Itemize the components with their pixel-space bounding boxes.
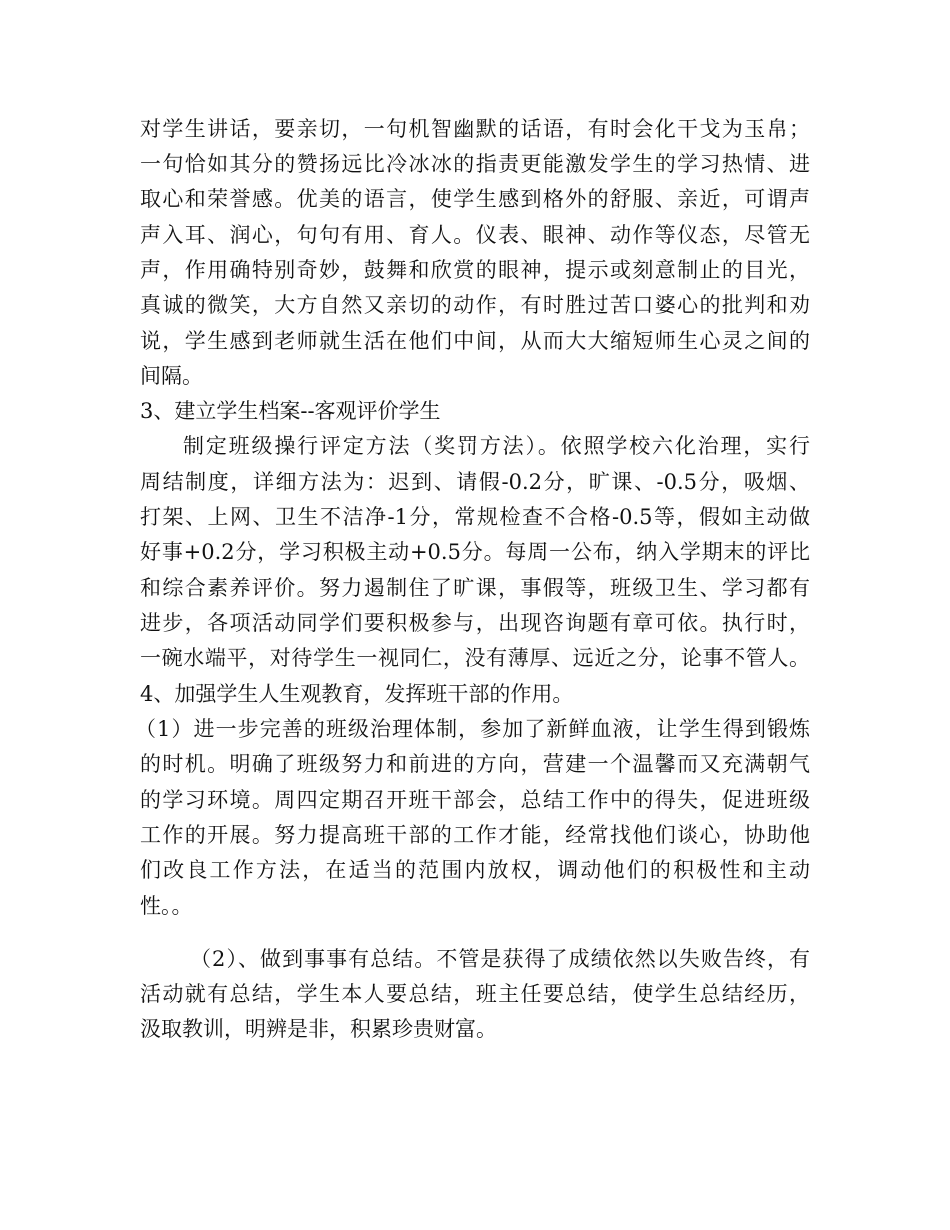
paragraph-2-line-3: 打架、上网、卫生不洁净-1分，常规检查不合格-0.5等，假如主动做: [140, 505, 810, 529]
paragraph-2-line-6: 进步，各项活动同学们要积极参与，出现咨询题有章可依。执行时，: [140, 611, 810, 635]
paragraph-2-line-2: 周结制度，详细方法为：迟到、请假-0.2分，旷课、-0.5分，吸烟、: [140, 470, 810, 494]
paragraph-3-line-5: 们改良工作方法，在适当的范围内放权，调动他们的积极性和主动: [140, 858, 810, 882]
paragraph-2-line-1: 制定班级操行评定方法（奖罚方法）。依照学校六化治理，实行: [183, 434, 810, 458]
paragraph-3-line-3: 的学习环境。周四定期召开班干部会，总结工作中的得失，促进班级: [140, 788, 810, 812]
paragraph-1-line-4: 声入耳、润心，句句有用、育人。仪表、眼神、动作等仪态，尽管无: [140, 223, 810, 247]
section-heading-4: 4、加强学生人生观教育，发挥班干部的作用。: [140, 682, 574, 706]
paragraph-3-line-4: 工作的开展。努力提高班干部的工作才能，经常找他们谈心，协助他: [140, 823, 810, 847]
paragraph-1-line-5: 声，作用确特别奇妙，鼓舞和欣赏的眼神，提示或刻意制止的目光，: [140, 258, 810, 282]
paragraph-1-line-7: 说，学生感到老师就生活在他们中间，从而大大缩短师生心灵之间的: [140, 329, 810, 353]
paragraph-1-line-6: 真诚的微笑，大方自然又亲切的动作，有时胜过苦口婆心的批判和劝: [140, 293, 810, 317]
paragraph-3-line-2: 的时机。明确了班级努力和前进的方向，营建一个温馨而又充满朝气: [140, 752, 810, 776]
paragraph-1-line-3: 取心和荣誉感。优美的语言，使学生感到格外的舒服、亲近，可谓声: [140, 187, 810, 211]
paragraph-4-line-2: 活动就有总结，学生本人要总结，班主任要总结，使学生总结经历，: [140, 982, 810, 1006]
paragraph-2-line-5: 和综合素养评价。努力遏制住了旷课，事假等，班级卫生、学习都有: [140, 576, 810, 600]
section-heading-3: 3、建立学生档案--客观评价学生: [140, 399, 441, 423]
paragraph-1-line-2: 一句恰如其分的赞扬远比冷冰冰的指责更能激发学生的学习热情、进: [140, 152, 810, 176]
paragraph-3-line-1: （1）进一步完善的班级治理体制，参加了新鲜血液，让学生得到锻炼: [135, 717, 810, 741]
paragraph-1-line-8: 间隔。: [140, 364, 203, 388]
paragraph-1-line-1: 对学生讲话，要亲切，一句机智幽默的话语，有时会化干戈为玉帛；: [140, 117, 810, 141]
paragraph-3-line-6: 性。。: [140, 894, 193, 918]
paragraph-2-line-7: 一碗水端平，对待学生一视同仁，没有薄厚、远近之分，论事不管人。: [140, 646, 810, 670]
paragraph-4-line-1: （2）、做到事事有总结。不管是获得了成绩依然以失败告终，有: [190, 947, 810, 971]
paragraph-2-line-4: 好事+0.2分，学习积极主动+0.5分。每周一公布，纳入学期末的评比: [140, 540, 810, 564]
paragraph-4-line-3: 汲取教训，明辨是非，积累珍贵财富。: [140, 1017, 497, 1041]
